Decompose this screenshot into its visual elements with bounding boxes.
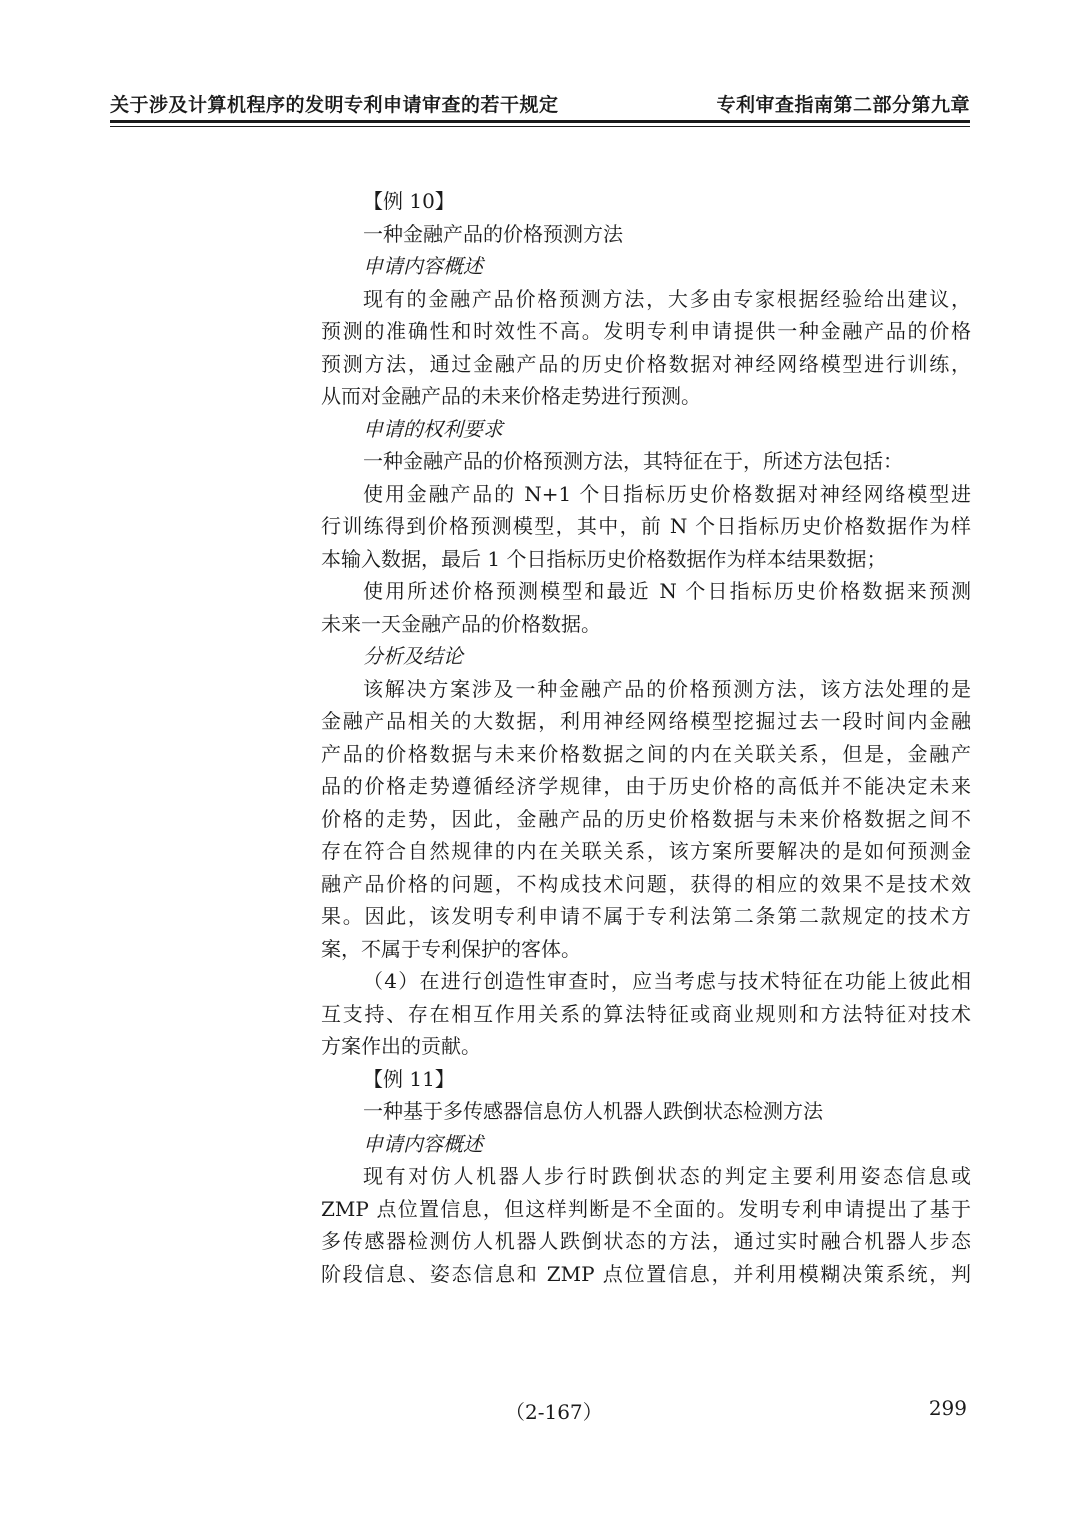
text-line: 申请内容概述 — [363, 254, 483, 278]
text-line: 未来一天金融产品的价格数据。 — [321, 611, 601, 636]
text-line: 阶段信息、姿态信息和 ZMP 点位置信息，并利用模糊决策系统，判 — [321, 1261, 971, 1286]
text-line: 分析及结论 — [363, 644, 463, 668]
text-line: 【例 11】 — [363, 1066, 455, 1091]
text-line: 果。因此，该发明专利申请不属于专利法第二条第二款规定的技术方 — [321, 904, 971, 928]
text-line: 【例 10】 — [363, 189, 455, 213]
text-line: ZMP 点位置信息，但这样判断是不全面的。发明专利申请提出了基于 — [321, 1196, 971, 1221]
text-line: 现有的金融产品价格预测方法，大多由专家根据经验给出建议， — [363, 286, 971, 311]
header-right-title: 专利审查指南第二部分第九章 — [716, 93, 970, 116]
text-line: 融产品价格的问题，不构成技术问题，获得的相应的效果不是技术效 — [321, 871, 971, 896]
text-line: 一种金融产品的价格预测方法 — [363, 221, 623, 246]
text-line: 案，不属于专利保护的客体。 — [321, 936, 581, 961]
header-rule-thin — [110, 126, 970, 127]
text-line: 从而对金融产品的未来价格走势进行预测。 — [321, 384, 701, 408]
text-line: 预测的准确性和时效性不高。发明专利申请提供一种金融产品的价格 — [321, 319, 971, 343]
text-line: 行训练得到价格预测模型，其中，前 N 个日指标历史价格数据作为样 — [321, 514, 971, 538]
text-line: 申请的权利要求 — [363, 416, 503, 441]
text-line: 本输入数据，最后 1 个日指标历史价格数据作为样本结果数据； — [321, 546, 887, 571]
page-number: 299 — [928, 1396, 967, 1420]
text-line: 价格的走势，因此，金融产品的历史价格数据与未来价格数据之间不 — [321, 806, 971, 831]
text-line: 使用金融产品的 N+1 个日指标历史价格数据对神经网络模型进 — [363, 481, 971, 506]
text-line: 使用所述价格预测模型和最近 N 个日指标历史价格数据来预测 — [363, 579, 971, 603]
running-header — [110, 88, 970, 118]
text-line: 多传感器检测仿人机器人跌倒状态的方法，通过实时融合机器人步态 — [321, 1229, 971, 1253]
body-text — [321, 185, 971, 1290]
header-rule-thick — [110, 120, 970, 123]
section-code: （2-167） — [505, 1400, 603, 1424]
page-footer — [321, 1396, 967, 1426]
text-line: 一种金融产品的价格预测方法，其特征在于，所述方法包括： — [363, 449, 903, 473]
header-left-title: 关于涉及计算机程序的发明专利申请审查的若干规定 — [110, 93, 559, 116]
text-line: 一种基于多传感器信息仿人机器人跌倒状态检测方法 — [363, 1099, 823, 1123]
text-line: 互支持、存在相互作用关系的算法特征或商业规则和方法特征对技术 — [321, 1001, 971, 1026]
text-line: 该解决方案涉及一种金融产品的价格预测方法，该方法处理的是 — [363, 676, 971, 701]
text-line: 金融产品相关的大数据，利用神经网络模型挖掘过去一段时间内金融 — [321, 709, 971, 733]
text-line: 产品的价格数据与未来价格数据之间的内在关联关系，但是，金融产 — [321, 741, 971, 766]
text-line: 存在符合自然规律的内在关联关系，该方案所要解决的是如何预测金 — [321, 839, 971, 863]
text-line: 方案作出的贡献。 — [321, 1034, 481, 1058]
text-line: （4）在进行创造性审查时，应当考虑与技术特征在功能上彼此相 — [363, 969, 971, 993]
text-line: 预测方法，通过金融产品的历史价格数据对神经网络模型进行训练， — [321, 351, 971, 376]
text-line: 现有对仿人机器人步行时跌倒状态的判定主要利用姿态信息或 — [363, 1164, 971, 1188]
text-line: 品的价格走势遵循经济学规律，由于历史价格的高低并不能决定未来 — [321, 774, 971, 798]
text-line: 申请内容概述 — [363, 1131, 483, 1156]
